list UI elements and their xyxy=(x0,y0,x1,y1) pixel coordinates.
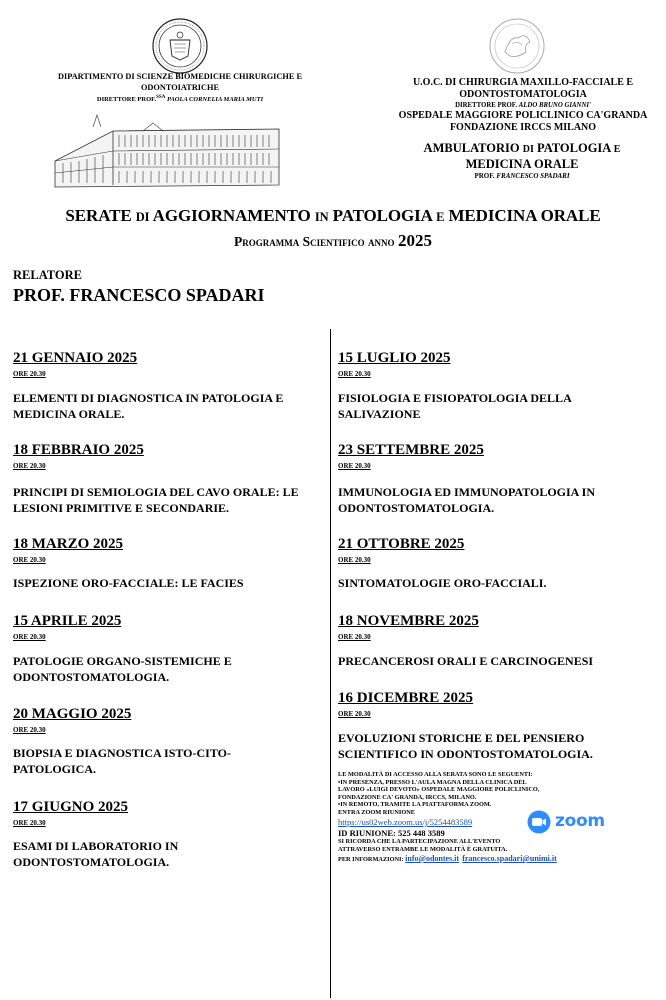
event-topic: BIOPSIA E DIAGNOSTICA ISTO-CITO-PATOLOGICA. xyxy=(13,746,231,776)
event-time: ORE 20.30 xyxy=(13,726,46,734)
zoom-meeting-link[interactable]: https://us02web.zoom.us/j/5254483589 xyxy=(338,817,473,827)
event-time: ORE 20.30 xyxy=(13,462,46,470)
column-divider xyxy=(330,329,331,998)
event-topic: ESAMI DI LABORATORIO IN ODONTOSTOMATOLOGIA. xyxy=(13,839,179,869)
unit-name-line1: U.O.C. DI CHIRURGIA MAXILLO-FACCIALE E xyxy=(412,77,634,88)
unit-name-line2: ODONTOSTOMATOLOGIA xyxy=(459,89,587,100)
event-time: ORE 20.30 xyxy=(13,556,46,564)
event-date: 23 SETTEMBRE 2025 xyxy=(338,442,484,458)
page-subtitle xyxy=(0,231,666,251)
event-topic: SINTOMATOLOGIE ORO-FACCIALI. xyxy=(338,576,547,590)
event-date: 20 MAGGIO 2025 xyxy=(13,706,132,722)
unit-header xyxy=(378,77,666,134)
event-time: ORE 20.30 xyxy=(338,462,371,470)
event-time: ORE 20.30 xyxy=(13,633,46,641)
event-date: 15 LUGLIO 2025 xyxy=(338,350,451,366)
page-title: SERATE DI AGGIORNAMENTO IN PATOLOGIA E MEDICINA ORALE xyxy=(65,206,601,225)
speaker-label: RELATORE xyxy=(13,268,83,282)
free-note-line1: SI RICORDA CHE LA PARTECIPAZIONE ALL'EVENTO xyxy=(338,838,501,845)
event-topic: ISPEZIONE ORO-FACCIALE: LE FACIES xyxy=(13,576,244,590)
event-date: 18 NOVEMBRE 2025 xyxy=(338,613,479,629)
event-topic: ELEMENTI DI DIAGNOSTICA IN PATOLOGIA E MEDICINA ORALE. xyxy=(13,391,284,421)
access-presence-line2: LAVORO «LUIGI DEVOTO» OSPEDALE MAGGIORE POLICLINICO, xyxy=(338,786,540,793)
subtitle-year: 2025 xyxy=(397,231,432,250)
event-date: 15 APRILE 2025 xyxy=(13,613,122,629)
event-date: 21 OTTOBRE 2025 xyxy=(338,536,465,552)
ambulatorio-name-line2: MEDICINA ORALE xyxy=(465,157,579,171)
email-link-info[interactable]: info@odontes.it xyxy=(405,854,460,863)
department-director: DIRETTORE PROF.$^{SSA}$ PAOLA CORNELIA MARIA MUTI xyxy=(96,95,264,104)
building-illustration xyxy=(53,101,281,191)
access-presence-line1: •IN PRESENZA, PRESSO L'AULA MAGNA DELLA CLINICA DEL xyxy=(338,778,527,786)
event-topic: IMMUNOLOGIA ED IMMUNOPATOLOGIA IN ODONTOSTOMATOLOGIA. xyxy=(338,485,596,515)
access-intro: LE MODALITÀ DI ACCESSO ALLA SERATA SONO LE SEGUENTI: xyxy=(338,771,533,778)
department-name-line1: DIPARTIMENTO DI SCIENZE BIOMEDICHE CHIRURGICHE E xyxy=(58,72,302,81)
event-date: 21 GENNAIO 2025 xyxy=(13,350,138,366)
email-link-spadari[interactable]: francesco.spadari@unimi.it xyxy=(462,854,557,863)
event-topic: EVOLUZIONI STORICHE E DEL PENSIERO SCIENTIFICO IN ODONTOSTOMATOLOGIA. xyxy=(338,731,593,761)
access-remote-line: •IN REMOTO, TRAMITE LA PIATTAFORMA ZOOM. xyxy=(338,801,492,808)
hospital-name-line1: OSPEDALE MAGGIORE POLICLINICO CA'GRANDA xyxy=(398,110,648,121)
access-presence-line3: FONDAZIONE CA' GRANDA, IRCCS, MILANO. xyxy=(338,793,477,801)
event-time: ORE 20.30 xyxy=(338,710,371,718)
event-date: 16 DICEMBRE 2025 xyxy=(338,690,474,706)
event-time: ORE 20.30 xyxy=(338,633,371,641)
event-topic: FISIOLOGIA E FISIOPATOLOGIA DELLA SALIVAZIONE xyxy=(338,391,572,421)
event-time: ORE 20.30 xyxy=(13,819,46,827)
zoom-camera-icon xyxy=(527,810,551,834)
university-seal-logo xyxy=(152,18,208,74)
speaker-name: PROF. FRANCESCO SPADARI xyxy=(13,285,265,305)
hospital-name-line2: FONDAZIONE IRCCS MILANO xyxy=(449,122,597,133)
hospital-seal-logo xyxy=(488,18,546,74)
contact-info: PER INFORMAZIONI: info@odontes.it francesco.spadari@unimi.it xyxy=(338,854,557,863)
event-date: 18 MARZO 2025 xyxy=(13,536,123,552)
event-topic: PATOLOGIE ORGANO-SISTEMICHE E ODONTOSTOMATOLOGIA. xyxy=(13,654,232,684)
ambulatorio-header xyxy=(392,141,652,181)
zoom-logo xyxy=(527,810,607,834)
ambulatorio-name-line1: AMBULATORIO DI PATOLOGIA E xyxy=(423,141,621,155)
department-name-line2: ODONTOIATRICHE xyxy=(140,82,220,92)
unit-director: DIRETTORE PROF. ALDO BRUNO GIANNI' xyxy=(455,102,591,109)
event-time: ORE 20.30 xyxy=(338,556,371,564)
event-topic: PRINCIPI DI SEMIOLOGIA DEL CAVO ORALE: LE LESIONI PRIMITIVE E SECONDARIE. xyxy=(13,485,299,515)
free-note-line2: ATTRAVERSO ENTRAMBE LE MODALITÀ È GRATUITA. xyxy=(338,845,508,853)
event-time: ORE 20.30 xyxy=(338,370,371,378)
zoom-logo-text: zoom xyxy=(555,811,605,831)
event-time: ORE 20.30 xyxy=(13,370,46,378)
meeting-id: ID RIUNIONE: 525 448 3589 xyxy=(338,828,445,838)
ambulatorio-director: PROF. FRANCESCO SPADARI xyxy=(474,172,570,180)
subtitle-text: Programma Scientifico anno xyxy=(234,234,398,249)
event-date: 18 FEBBRAIO 2025 xyxy=(13,442,144,458)
event-date: 17 GIUGNO 2025 xyxy=(13,799,129,815)
zoom-join-label: ENTRA ZOOM RIUNIONE xyxy=(338,808,415,816)
event-topic: PRECANCEROSI ORALI E CARCINOGENESI xyxy=(338,654,594,668)
